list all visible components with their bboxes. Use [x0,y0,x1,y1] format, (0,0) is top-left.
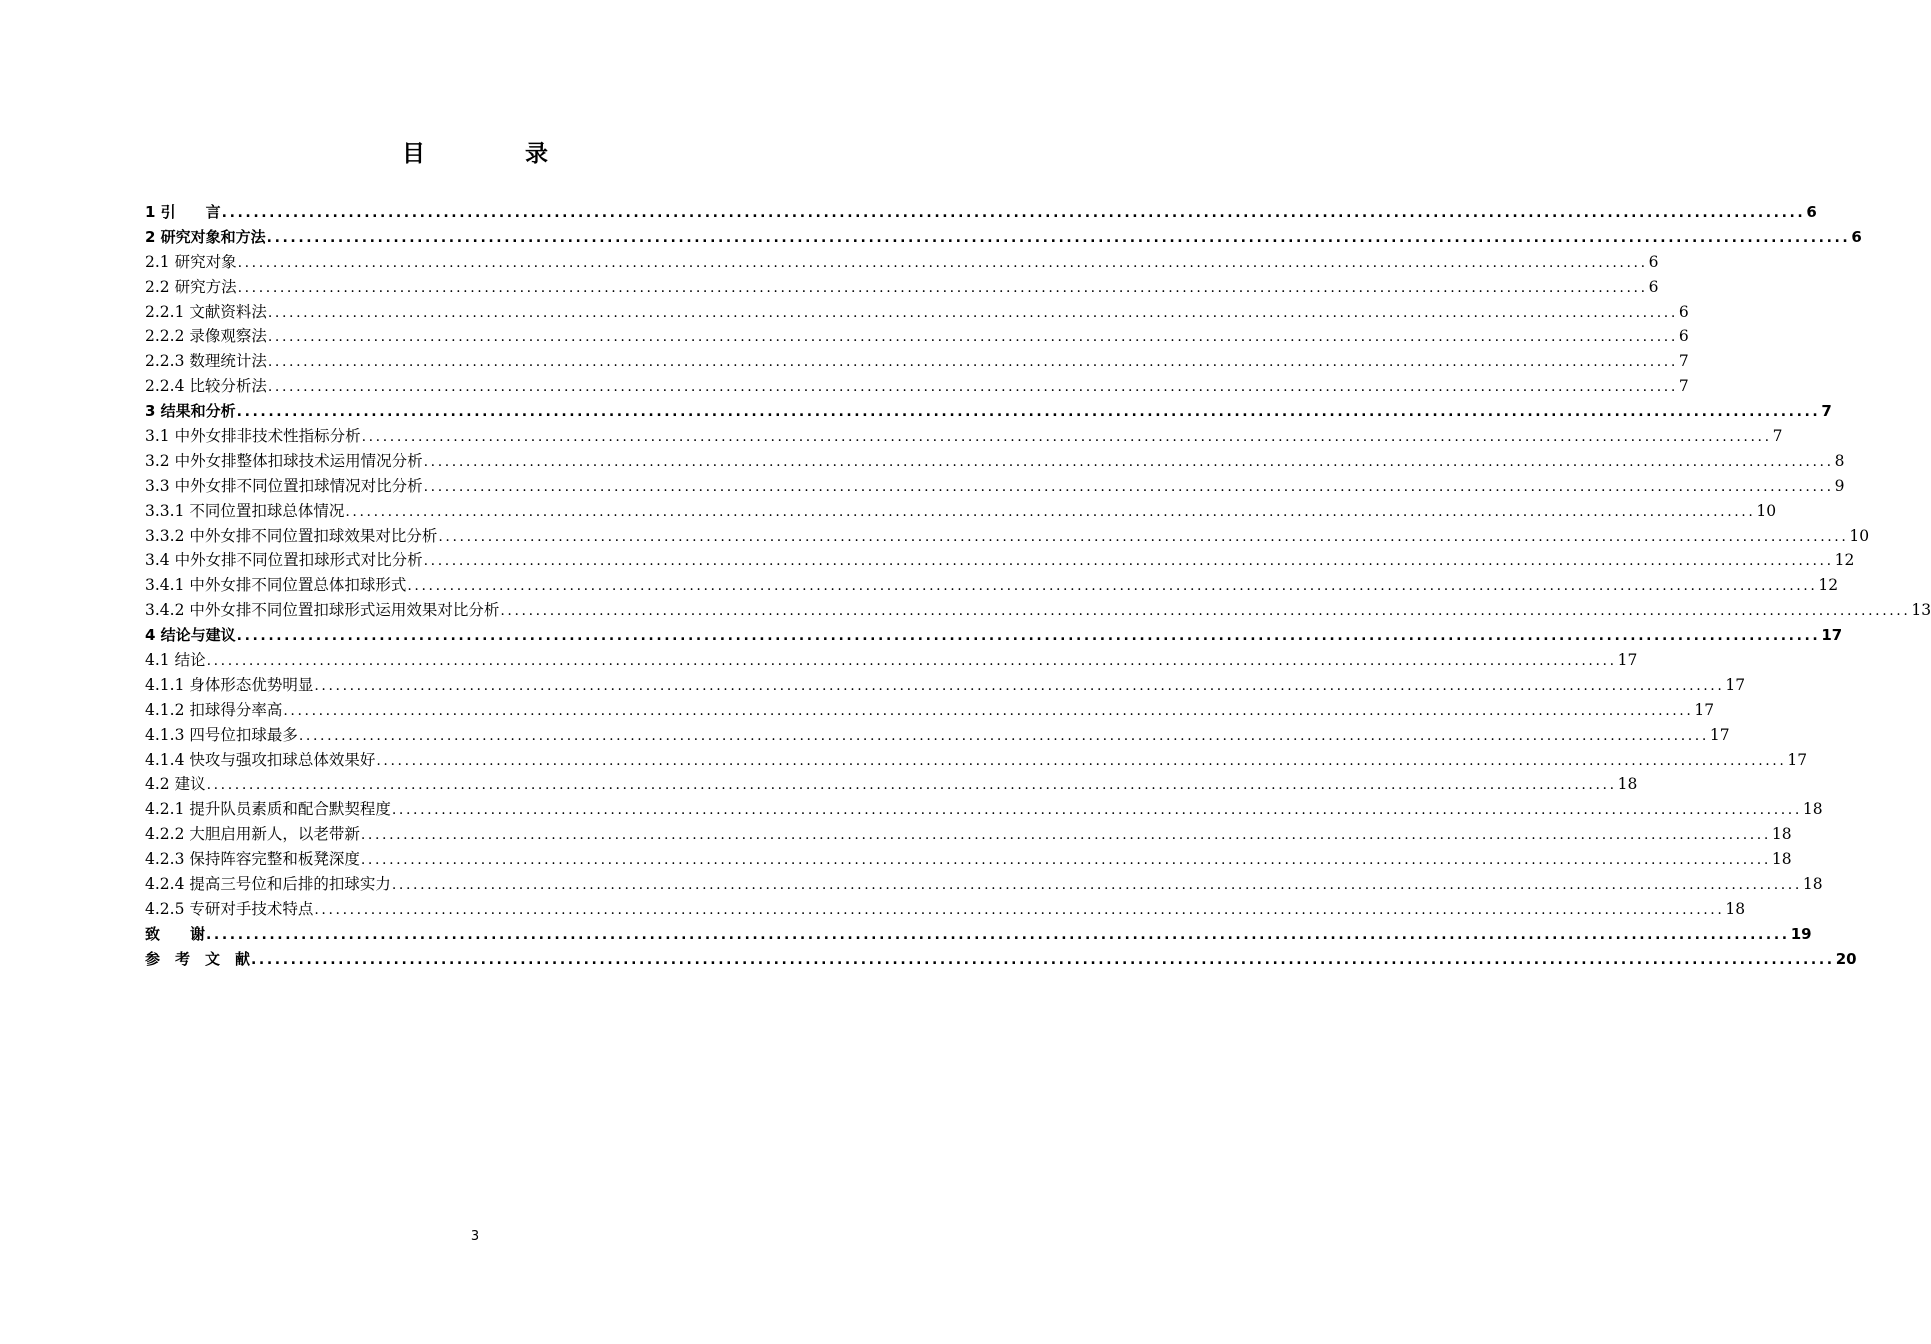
toc-entry[interactable] [145,573,1839,598]
toc-entry[interactable] [145,524,1870,549]
toc-leader-dots: ........................................................................................................................................................................................................ [267,304,1678,321]
toc-leader-dots: ........................................................................................................................................................................................................ [283,702,1694,719]
toc-entry-label: 4.1.2 扣球得分率高 [145,700,283,719]
toc-entry-page: 13 [1911,601,1931,620]
toc-entry-label: 3.4 中外女排不同位置扣球形式对比分析 [145,551,423,570]
toc-entry[interactable] [145,374,1689,399]
toc-entry-label: 3.2 中外女排整体扣球技术运用情况分析 [145,451,423,470]
toc-entry-page: 18 [1802,800,1823,819]
toc-entry-page: 17 [1694,700,1715,719]
toc-leader-dots: ........................................................................................................................................................................................................ [391,877,1802,894]
toc-entry-page: 20 [1835,949,1857,968]
toc-entry[interactable] [145,947,1857,972]
toc-leader-dots: ........................................................................................................................................................................................................ [236,628,1821,645]
toc-entry-label: 3.4.2 中外女排不同位置扣球形式运用效果对比分析 [145,601,500,620]
toc-entry[interactable] [145,399,1832,424]
toc-leader-dots: ........................................................................................................................................................................................................ [314,677,1725,694]
toc-leader-dots: ........................................................................................................................................................................................................ [237,254,1648,271]
toc-leader-dots: ........................................................................................................................................................................................................ [267,379,1678,396]
toc-leader-dots: ........................................................................................................................................................................................................ [500,603,1911,620]
toc-entry[interactable] [145,897,1746,922]
toc-entry-page: 9 [1834,476,1845,495]
toc-entry[interactable] [145,922,1812,947]
toc-entry-page: 12 [1834,551,1855,570]
toc-entry-page: 18 [1617,775,1638,794]
toc-leader-dots: ........................................................................................................................................................................................................ [206,653,1617,670]
toc-entry-page: 10 [1756,501,1777,520]
toc-leader-dots: ........................................................................................................................................................................................................ [391,802,1802,819]
toc-entry[interactable] [145,424,1783,449]
toc-entry[interactable] [145,872,1823,897]
toc-leader-dots: ........................................................................................................................................................................................................ [298,727,1709,744]
toc-entry[interactable] [145,847,1792,872]
toc-entry-page: 6 [1678,302,1689,321]
toc-entry-label: 3.4.1 中外女排不同位置总体扣球形式 [145,576,407,595]
toc-leader-dots: ........................................................................................................................................................................................................ [361,429,1772,446]
toc-leader-dots: ........................................................................................................................................................................................................ [221,205,1806,221]
toc-entry-label: 4.1.3 四号位扣球最多 [145,725,298,744]
toc-entry-label: 3.3 中外女排不同位置扣球情况对比分析 [145,476,423,495]
toc-leader-dots: ........................................................................................................................................................................................................ [206,926,1790,943]
toc-entry-page: 18 [1802,875,1823,894]
toc-entry-label: 2.2.4 比较分析法 [145,377,267,396]
toc-entry-label: 4.2.2 大胆启用新人，以老带新 [145,825,360,844]
toc-entry-label: 致 谢 [145,924,206,943]
toc-entry[interactable] [145,673,1746,698]
toc-entry-label: 4.2.1 提升队员素质和配合默契程度 [145,800,391,819]
toc-entry-label: 2.2.3 数理统计法 [145,352,267,371]
toc-entry[interactable] [145,349,1689,374]
toc-entry[interactable] [145,797,1823,822]
toc-entry-label: 3.1 中外女排非技术性指标分析 [145,427,361,446]
toc-entry-page: 18 [1771,850,1792,869]
toc-entry-page: 19 [1790,924,1812,943]
toc-entry-label: 4.2.4 提高三号位和后排的扣球实力 [145,875,391,894]
toc-entry-label: 3 结果和分析 [145,402,236,421]
toc-entry-page: 10 [1849,526,1870,545]
toc-entry-label: 4.1.1 身体形态优势明显 [145,675,314,694]
toc-entry-page: 7 [1821,402,1832,421]
toc-entry[interactable] [145,200,1817,225]
toc-entry-page: 7 [1678,377,1689,396]
toc-entry-label: 2.2.2 录像观察法 [145,327,267,346]
toc-leader-dots: ........................................................................................................................................................................................................ [423,453,1834,470]
toc-entry-page: 7 [1678,352,1689,371]
toc-entry-label: 2 研究对象和方法 [145,227,266,246]
toc-leader-dots: ........................................................................................................................................................................................................ [267,329,1678,346]
toc-entry[interactable] [145,772,1638,797]
toc-entry-label: 3.3.2 中外女排不同位置扣球效果对比分析 [145,526,438,545]
toc-entry-label: 参 考 文 献 [145,949,251,968]
toc-entry-page: 6 [1851,227,1862,246]
toc-entry-page: 8 [1834,451,1845,470]
toc-entry[interactable] [145,822,1792,847]
toc-entry-page: 17 [1787,750,1808,769]
toc-entry[interactable] [145,698,1715,723]
toc-leader-dots: ........................................................................................................................................................................................................ [360,827,1771,844]
toc-entry-label: 4 结论与建议 [145,626,236,645]
toc-leader-dots: ........................................................................................................................................................................................................ [360,852,1771,869]
toc-entry[interactable] [145,449,1845,474]
toc-leader-dots: ........................................................................................................................................................................................................ [407,578,1818,595]
toc-entry[interactable] [145,499,1777,524]
toc-entry-label: 4.2.5 专研对手技术特点 [145,899,314,918]
toc-entry-page: 6 [1806,203,1817,221]
toc-leader-dots: ........................................................................................................................................................................................................ [423,478,1834,495]
toc-entry[interactable] [145,723,1730,748]
toc-entry-label: 3.3.1 不同位置扣球总体情况 [145,501,345,520]
toc-leader-dots: ........................................................................................................................................................................................................ [438,528,1849,545]
page-title: 目 录 [401,141,594,167]
toc-entry-page: 17 [1617,651,1638,670]
toc-leader-dots: ........................................................................................................................................................................................................ [251,951,1835,968]
page-number: 3 [470,1229,480,1244]
toc-entry-page: 17 [1725,675,1746,694]
toc-entry[interactable] [145,623,1843,648]
toc-entry[interactable] [145,548,1855,573]
toc-entry-page: 17 [1821,626,1843,645]
table-of-contents [145,200,1931,972]
toc-entry[interactable] [145,225,1862,250]
toc-entry[interactable] [145,474,1845,499]
toc-leader-dots: ........................................................................................................................................................................................................ [266,229,1851,246]
toc-entry-label: 2.2 研究方法 [145,277,237,296]
toc-entry-page: 6 [1648,277,1659,296]
toc-entry[interactable] [145,250,1659,275]
toc-entry-label: 4.2.3 保持阵容完整和板凳深度 [145,850,360,869]
toc-entry-label: 4.2 建议 [145,775,206,794]
toc-entry-page: 6 [1648,252,1659,271]
toc-leader-dots: ........................................................................................................................................................................................................ [314,901,1725,918]
toc-entry[interactable] [145,598,1931,623]
toc-entry-page: 6 [1678,327,1689,346]
toc-leader-dots: ........................................................................................................................................................................................................ [376,752,1787,769]
toc-entry-page: 17 [1709,725,1730,744]
toc-entry-page: 12 [1818,576,1839,595]
toc-leader-dots: ........................................................................................................................................................................................................ [267,354,1678,371]
toc-entry[interactable] [145,324,1689,349]
toc-leader-dots: ........................................................................................................................................................................................................ [237,279,1648,296]
toc-entry-page: 18 [1725,899,1746,918]
toc-leader-dots: ........................................................................................................................................................................................................ [345,503,1756,520]
toc-entry[interactable] [145,275,1659,300]
toc-entry-page: 18 [1771,825,1792,844]
toc-leader-dots: ........................................................................................................................................................................................................ [236,404,1821,421]
toc-entry[interactable] [145,748,1808,773]
toc-entry[interactable] [145,648,1638,673]
toc-entry-label: 1 引 言 [145,203,221,221]
toc-entry-label: 2.1 研究对象 [145,252,237,271]
toc-leader-dots: ........................................................................................................................................................................................................ [206,777,1617,794]
toc-entry-page: 7 [1772,427,1783,446]
toc-entry-label: 4.1 结论 [145,651,206,670]
toc-entry[interactable] [145,300,1689,325]
toc-entry-label: 2.2.1 文献资料法 [145,302,267,321]
toc-leader-dots: ........................................................................................................................................................................................................ [423,553,1834,570]
toc-entry-label: 4.1.4 快攻与强攻扣球总体效果好 [145,750,376,769]
